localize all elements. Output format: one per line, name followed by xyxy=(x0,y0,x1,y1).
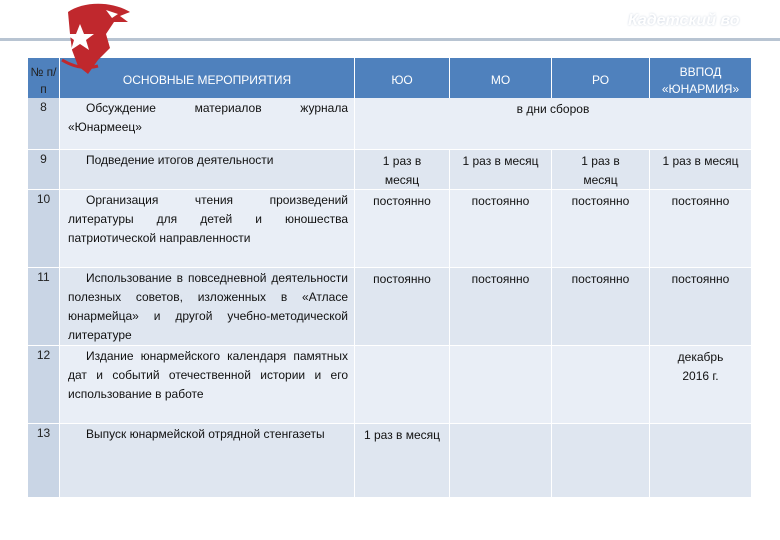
row-10-ro: постоянно xyxy=(552,190,650,268)
row-11-yuo: постоянно xyxy=(355,268,450,346)
row-11-activity: Использование в повседневной деятельности полезных советов, изложенных в «Атласе юнармейца» и другой учебно-методической литературе xyxy=(60,268,355,346)
row-13-ro xyxy=(552,424,650,498)
yunarmia-logo-icon xyxy=(58,0,134,80)
row-10-mo: постоянно xyxy=(450,190,552,268)
row-11-ro: постоянно xyxy=(552,268,650,346)
row-8-num: 8 xyxy=(28,98,60,150)
row-12-mo xyxy=(450,346,552,424)
row-13-activity: Выпуск юнармейской отрядной стенгазеты xyxy=(60,424,355,498)
row-10-vvpod: постоянно xyxy=(650,190,752,268)
row-9-mo: 1 раз в месяц xyxy=(450,150,552,190)
row-9-ro: 1 раз в месяц xyxy=(552,150,650,190)
row-9-activity: Подведение итогов деятельности xyxy=(60,150,355,190)
header-yuo: ЮО xyxy=(355,58,450,104)
row-8-merged: в дни сборов xyxy=(355,98,752,150)
header-vvpod: ВВПОД «ЮНАРМИЯ» xyxy=(650,58,752,104)
row-13-mo xyxy=(450,424,552,498)
row-11-mo: постоянно xyxy=(450,268,552,346)
row-13-num: 13 xyxy=(28,424,60,498)
header-activity: ОСНОВНЫЕ МЕРОПРИЯТИЯ xyxy=(60,58,355,104)
row-12-num: 12 xyxy=(28,346,60,424)
row-12-yuo xyxy=(355,346,450,424)
row-11-num: 11 xyxy=(28,268,60,346)
row-11-vvpod: постоянно xyxy=(650,268,752,346)
row-8-activity: Обсуждение материалов журнала «Юнармеец» xyxy=(60,98,355,150)
row-10-yuo: постоянно xyxy=(355,190,450,268)
row-10-num: 10 xyxy=(28,190,60,268)
row-13-vvpod xyxy=(650,424,752,498)
row-13-yuo: 1 раз в месяц xyxy=(355,424,450,498)
row-9-num: 9 xyxy=(28,150,60,190)
row-12-activity: Издание юнармейского календаря памятных дат и событий отечественной истории и его использование в работе xyxy=(60,346,355,424)
row-12-ro xyxy=(552,346,650,424)
row-9-yuo: 1 раз в месяц xyxy=(355,150,450,190)
row-9-vvpod: 1 раз в месяц xyxy=(650,150,752,190)
row-12-vvpod: декабрь 2016 г. xyxy=(650,346,752,424)
header-mo: МО xyxy=(450,58,552,104)
activities-table xyxy=(28,58,752,498)
corner-title: Кадетский во xyxy=(628,12,740,29)
row-10-activity: Организация чтения произведений литературы для детей и юношества патриотической направленности xyxy=(60,190,355,268)
header-ro: РО xyxy=(552,58,650,104)
header-num: № п/п xyxy=(28,58,60,104)
